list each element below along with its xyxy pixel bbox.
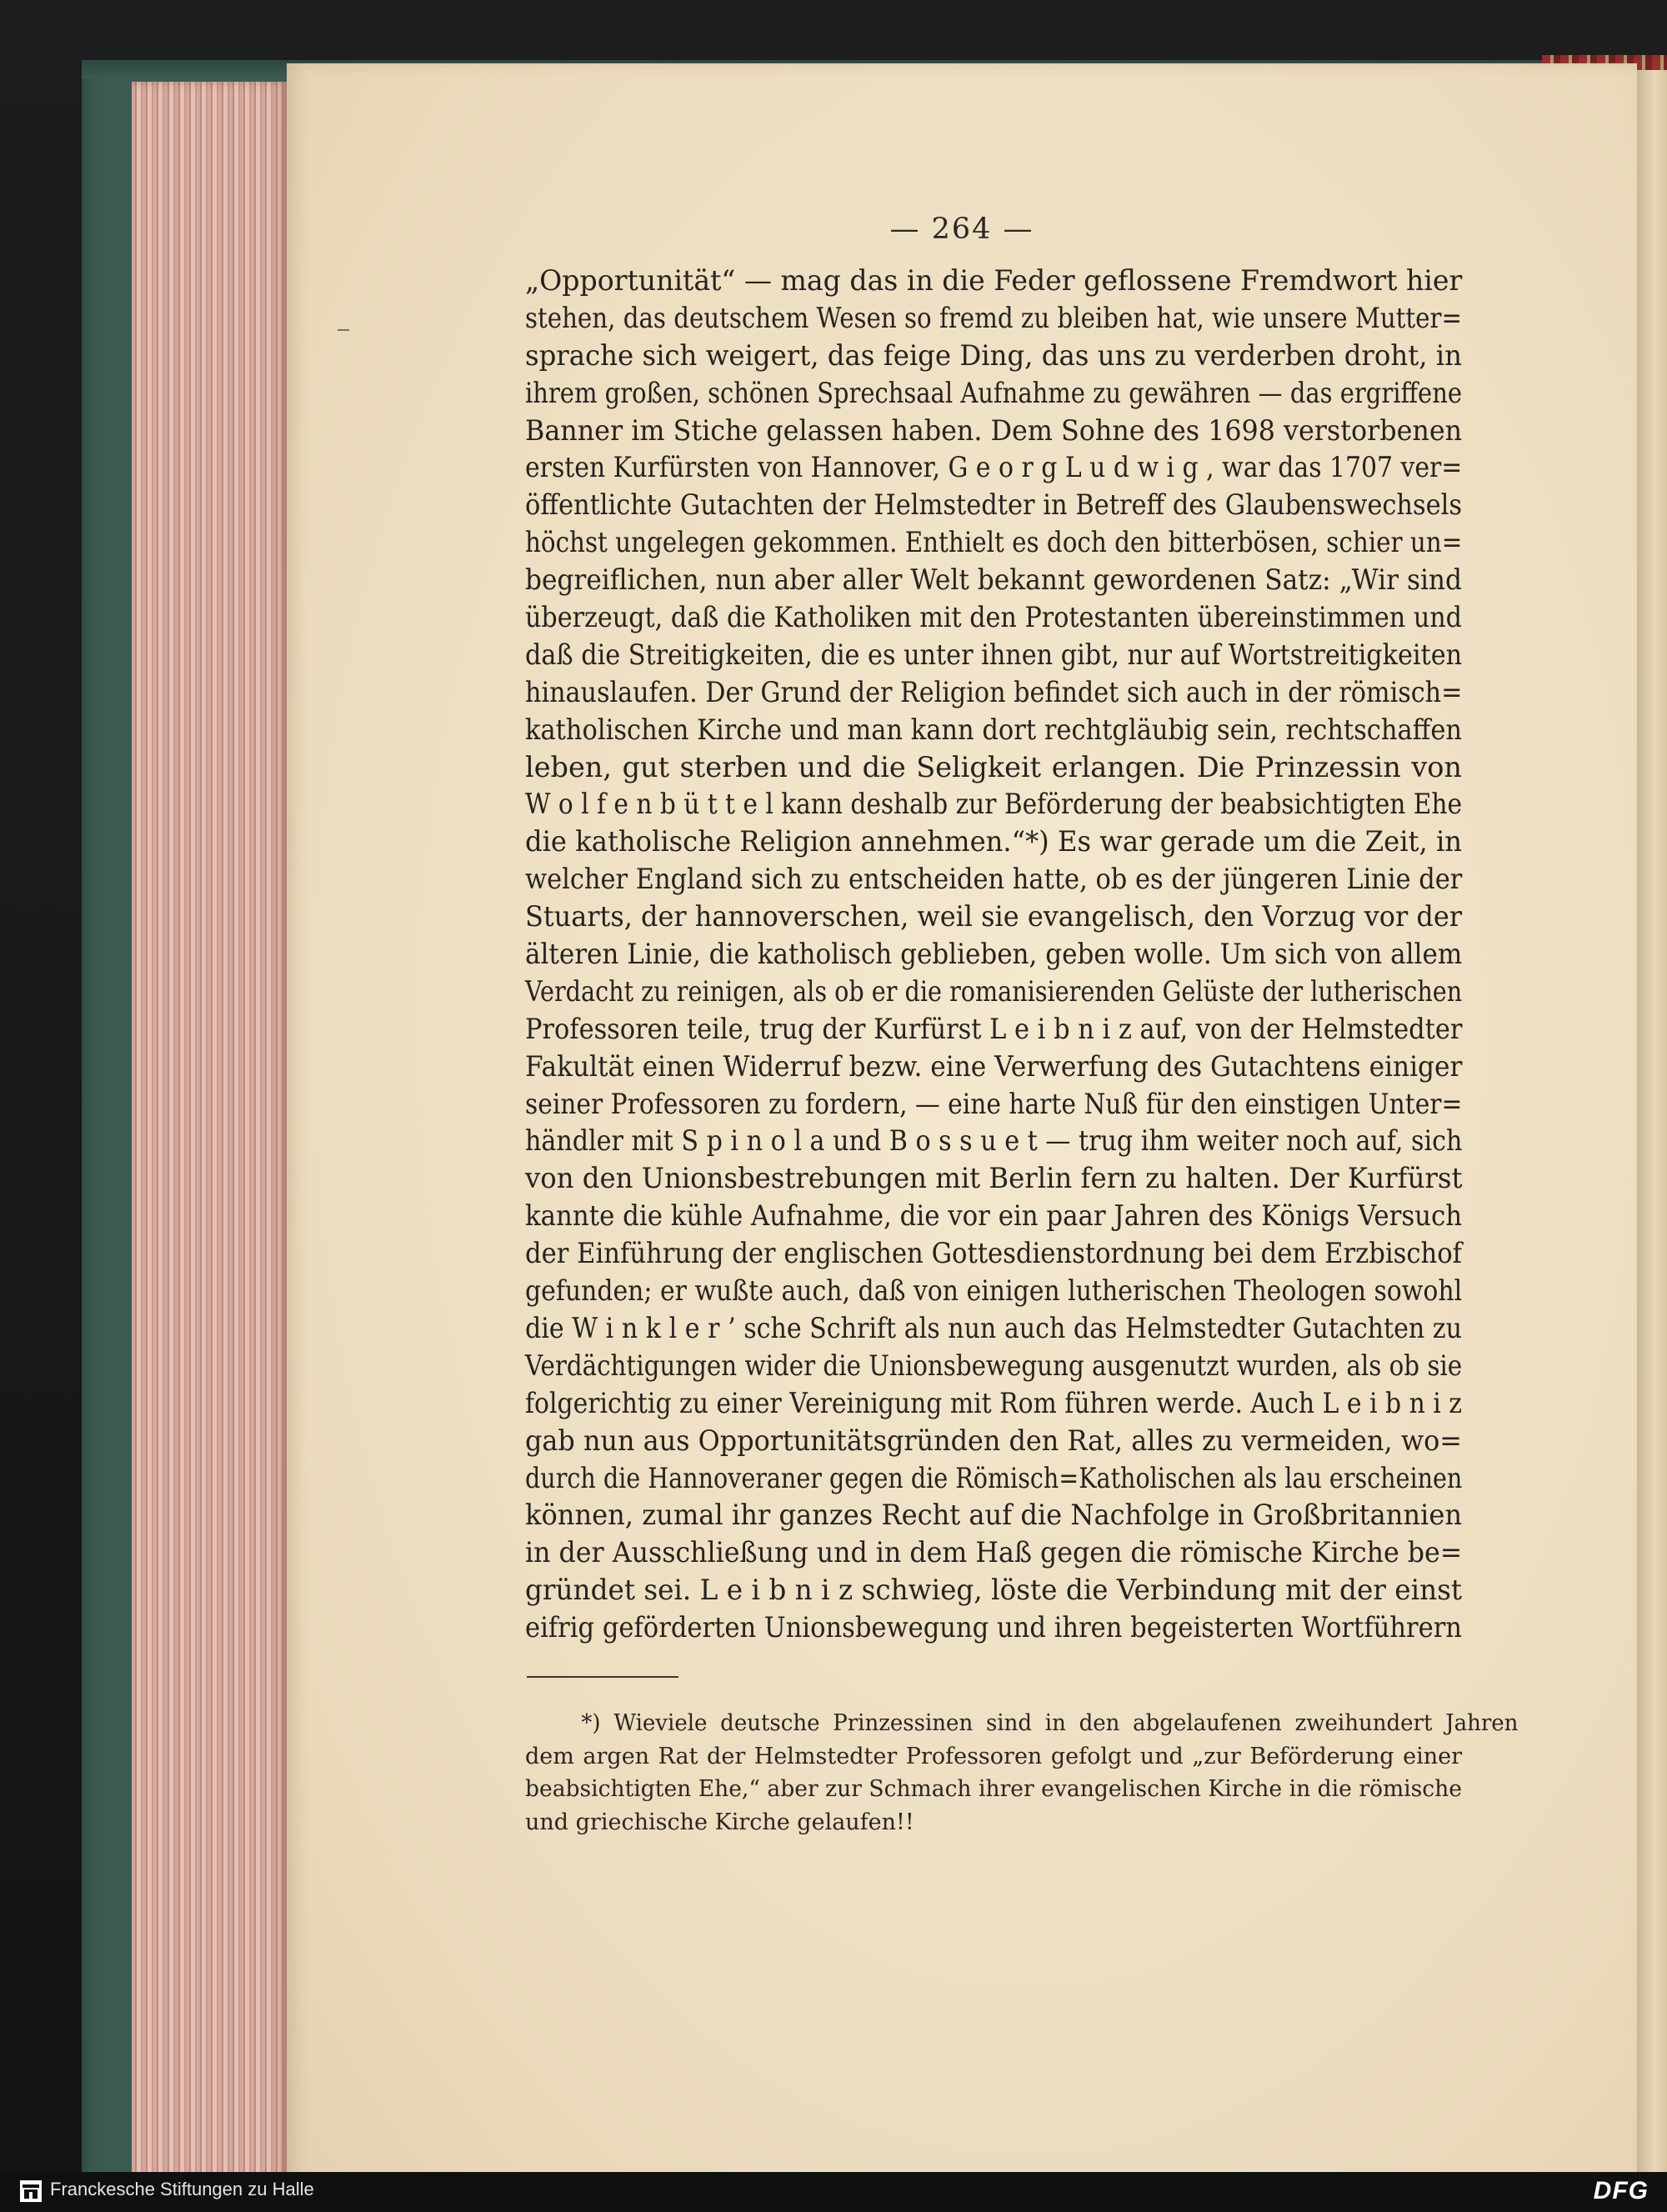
text-line: überzeugt, daß die Katholiken mit den Protestanten übereinstimmen und [525, 601, 1462, 634]
text-line: öffentlichte Gutachten der Helmstedter in Betreff des Glaubenswechsels [525, 488, 1462, 522]
text-line: Banner im Stiche gelassen haben. Dem Sohne des 1698 verstorbenen [525, 413, 1463, 447]
text-line: Stuarts, der hannoverschen, weil sie evangelisch, den Vorzug vor der [525, 900, 1462, 933]
text-line: stehen, das deutschem Wesen so fremd zu bleiben hat, wie unsere Mutter= [525, 301, 1462, 334]
text-line: in der Ausschließung und in dem Haß gegen die römische Kirche be= [525, 1536, 1463, 1569]
text-line: gab nun aus Opportunitätsgründen den Rat, alles zu vermeiden, wo= [525, 1424, 1462, 1457]
text-line: seiner Professoren zu fordern, — eine harte Nuß für den einstigen Unter= [525, 1087, 1463, 1120]
footnote-divider [527, 1676, 678, 1678]
text-line: hinauslaufen. Der Grund der Religion befindet sich auch in der römisch= [525, 675, 1463, 708]
text-line: ersten Kurfürsten von Hannover, G e o r g L u d w i g , war das 1707 ver= [525, 451, 1463, 484]
footnote [525, 1707, 1519, 1839]
text-line: von den Unionsbestrebungen mit Berlin fern zu halten. Der Kurfürst [525, 1162, 1463, 1195]
text-line: Fakultät einen Widerruf bezw. eine Verwerfung des Gutachtens einiger [525, 1049, 1463, 1083]
text-line: ihrem großen, schönen Sprechsaal Aufnahme zu gewähren — das ergriffene [525, 376, 1463, 409]
text-line: Professoren teile, trug der Kurfürst L e i b n i z auf, von der Helmstedter [525, 1012, 1463, 1045]
text-line: „Opportunität“ — mag das in die Feder geflossene Fremdwort hier [525, 264, 1463, 297]
text-line: höchst ungelegen gekommen. Enthielt es doch den bitterbösen, schier un= [525, 526, 1463, 559]
text-line: welcher England sich zu entscheiden hatte, ob es der jüngeren Linie der [525, 863, 1463, 896]
text-line: händler mit S p i n o l a und B o s s u e t — trug ihm weiter noch auf, sich [525, 1124, 1463, 1158]
institution-name: Franckesche Stiftungen zu Halle [50, 2179, 314, 2199]
franckesche-stiftungen-logo-icon [17, 2177, 45, 2207]
footnote-line: beabsichtigten Ehe,“ aber zur Schmach ihrer evangelischen Kirche in die römische [525, 1776, 1462, 1802]
dfg-logo-icon: DFG [1593, 2177, 1649, 2204]
text-line: älteren Linie, die katholisch geblieben, geben wolle. Um sich von allem [525, 938, 1463, 971]
footnote-line: und griechische Kirche gelaufen!! [525, 1809, 914, 1835]
main-text [525, 263, 1462, 1647]
page-number: — 264 — [889, 213, 1034, 246]
page-edges [132, 82, 287, 2190]
text-line: die katholische Religion annehmen.“*) Es war gerade um die Zeit, in [525, 825, 1462, 858]
text-line: eifrig geförderten Unionsbewegung und ihren begeisterten Wortführern [525, 1611, 1462, 1644]
text-line: W o l f e n b ü t t e l kann deshalb zur Beförderung der beabsichtigten Ehe [525, 788, 1462, 821]
text-line: durch die Hannoveraner gegen die Römisch=Katholischen als lau erscheinen [525, 1461, 1463, 1494]
text-line: leben, gut sterben und die Seligkeit erlangen. Die Prinzessin von [525, 750, 1462, 783]
text-line: folgerichtig zu einer Vereinigung mit Rom führen werde. Auch L e i b n i z [525, 1386, 1462, 1419]
footnote-line: *) Wieviele deutsche Prinzessinen sind in den abgelaufenen zweihundert Jahren [581, 1710, 1519, 1736]
text-line: daß die Streitigkeiten, die es unter ihnen gibt, nur auf Wortstreitigkeiten [525, 638, 1463, 671]
text-line: sprache sich weigert, das feige Ding, das uns zu verderben droht, in [525, 338, 1462, 372]
text-line: kannte die kühle Aufnahme, die vor ein paar Jahren des Königs Versuch [525, 1199, 1463, 1233]
text-line: gründet sei. L e i b n i z schwieg, löste die Verbindung mit der einst [525, 1574, 1462, 1607]
text-line: Verdacht zu reinigen, als ob er die romanisierenden Gelüste der lutherischen [525, 974, 1463, 1008]
text-line: der Einführung der englischen Gottesdienstordnung bei dem Erzbischof [525, 1237, 1462, 1270]
text-line: die W i n k l e r ’ sche Schrift als nun auch das Helmstedter Gutachten zu [525, 1311, 1462, 1344]
text-line: katholischen Kirche und man kann dort rechtgläubig sein, rechtschaffen [525, 713, 1462, 746]
next-page-edge [1637, 70, 1667, 2190]
text-line: Verdächtigungen wider die Unionsbewegung ausgenutzt wurden, als ob sie [525, 1349, 1463, 1382]
text-line: begreiflichen, nun aber aller Welt bekannt gewordenen Satz: „Wir sind [525, 563, 1462, 597]
margin-mark [338, 329, 349, 331]
footnote-line: dem argen Rat der Helmstedter Professoren gefolgt und „zur Beförderung einer [525, 1743, 1462, 1769]
text-line: können, zumal ihr ganzes Recht auf die Nachfolge in Großbritannien [525, 1499, 1462, 1532]
text-line: gefunden; er wußte auch, daß von einigen lutherischen Theologen sowohl [525, 1274, 1463, 1308]
